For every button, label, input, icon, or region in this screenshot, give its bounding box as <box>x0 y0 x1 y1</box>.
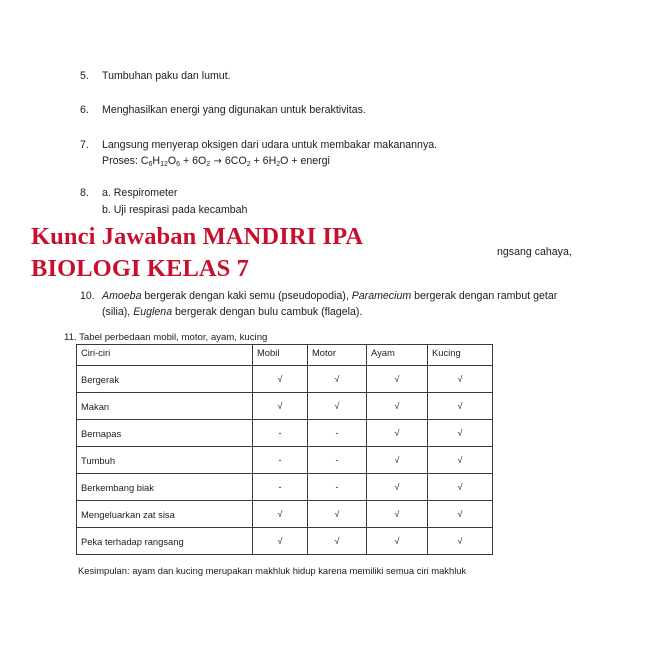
item-7-number: 7. <box>80 139 89 151</box>
check-mark: √ <box>428 366 493 393</box>
arrow-icon: → <box>210 156 225 167</box>
item-6-number: 6. <box>80 104 89 116</box>
check-mark: √ <box>367 501 428 528</box>
table-caption: 11. Tabel perbedaan mobil, motor, ayam, kucing <box>64 332 268 343</box>
table-header-row <box>77 345 493 366</box>
check-mark: √ <box>428 501 493 528</box>
check-mark: √ <box>308 528 367 555</box>
item-6-text: Menghasilkan energi yang digunakan untuk beraktivitas. <box>102 104 366 116</box>
table-row <box>77 366 493 393</box>
check-mark: √ <box>367 393 428 420</box>
check-mark: √ <box>253 366 308 393</box>
row-label: Tumbuh <box>77 447 253 474</box>
check-mark: √ <box>428 420 493 447</box>
formula-h2o: + 6H <box>250 155 277 167</box>
item-10-text: (silia), <box>102 306 134 318</box>
header-motor: Motor <box>308 345 367 366</box>
formula-sub: 2 <box>276 161 281 168</box>
check-mark: √ <box>253 501 308 528</box>
formula-tail: O + energi <box>280 155 330 167</box>
formula-sub: 6 <box>148 161 153 168</box>
formula-o: O <box>167 155 177 167</box>
row-label: Mengeluarkan zat sisa <box>77 501 253 528</box>
item-10-text: bergerak dengan kaki semu (pseudopodia), <box>141 290 352 302</box>
dash-mark: - <box>253 474 308 501</box>
overlay-title-line-2: BIOLOGI KELAS 7 <box>31 255 249 282</box>
check-mark: √ <box>253 528 308 555</box>
organism-paramecium: Paramecium <box>351 290 412 302</box>
item-5-number: 5. <box>80 70 89 82</box>
item-10-number: 10. <box>80 290 95 302</box>
header-ciri-ciri: Ciri-ciri <box>77 345 253 366</box>
conclusion-text: Kesimpulan: ayam dan kucing merupakan makhluk hidup karena memiliki semua ciri makhluk <box>78 565 467 576</box>
formula-c: C <box>140 155 149 167</box>
item-9-partial-text: ngsang cahaya, <box>497 246 572 258</box>
item-5-text: Tumbuhan paku dan lumut. <box>102 70 231 82</box>
row-label: Peka terhadap rangsang <box>77 528 253 555</box>
item-7-text: Langsung menyerap oksigen dari udara untuk membakar makanannya. <box>102 139 438 151</box>
table-row <box>77 393 493 420</box>
check-mark: √ <box>367 420 428 447</box>
organism-euglena: Euglena <box>133 306 173 318</box>
organism-amoeba: Amoeba <box>102 290 142 302</box>
formula-sub: 2 <box>206 161 211 168</box>
header-mobil: Mobil <box>253 345 308 366</box>
item-8-a: a. Respirometer <box>102 187 178 199</box>
item-8-number: 8. <box>80 187 89 199</box>
dash-mark: - <box>308 420 367 447</box>
overlay-title-line-1: Kunci Jawaban MANDIRI IPA <box>31 223 364 250</box>
check-mark: √ <box>367 528 428 555</box>
item-10-line-2 <box>102 306 362 319</box>
header-kucing: Kucing <box>428 345 493 366</box>
item-10-line-1 <box>102 290 557 303</box>
formula-sub: 6 <box>176 161 181 168</box>
row-label: Bergerak <box>77 366 253 393</box>
table-row <box>77 420 493 447</box>
check-mark: √ <box>367 447 428 474</box>
formula-o2: + 6O <box>180 155 207 167</box>
dash-mark: - <box>253 447 308 474</box>
process-label: Proses: <box>102 155 141 167</box>
check-mark: √ <box>308 393 367 420</box>
check-mark: √ <box>367 366 428 393</box>
row-label: Makan <box>77 393 253 420</box>
check-mark: √ <box>428 393 493 420</box>
formula-sub: 12 <box>160 161 168 168</box>
header-ayam: Ayam <box>367 345 428 366</box>
item-10-text: bergerak dengan bulu cambuk (flagela). <box>172 306 363 318</box>
table-row <box>77 447 493 474</box>
check-mark: √ <box>367 474 428 501</box>
formula-h: H <box>152 155 161 167</box>
table-row <box>77 474 493 501</box>
formula-sub: 2 <box>246 161 251 168</box>
check-mark: √ <box>308 366 367 393</box>
row-label: Berkembang biak <box>77 474 253 501</box>
item-8-b: b. Uji respirasi pada kecambah <box>102 204 248 216</box>
table-row <box>77 528 493 555</box>
dash-mark: - <box>308 447 367 474</box>
table-row <box>77 501 493 528</box>
dash-mark: - <box>253 420 308 447</box>
item-7-process-formula <box>102 155 330 171</box>
check-mark: √ <box>428 447 493 474</box>
formula-co2: 6CO <box>224 155 247 167</box>
check-mark: √ <box>308 501 367 528</box>
item-10-text: bergerak dengan rambut getar <box>411 290 558 302</box>
dash-mark: - <box>308 474 367 501</box>
check-mark: √ <box>428 474 493 501</box>
check-mark: √ <box>428 528 493 555</box>
check-mark: √ <box>253 393 308 420</box>
row-label: Bernapas <box>77 420 253 447</box>
comparison-table <box>76 344 493 555</box>
